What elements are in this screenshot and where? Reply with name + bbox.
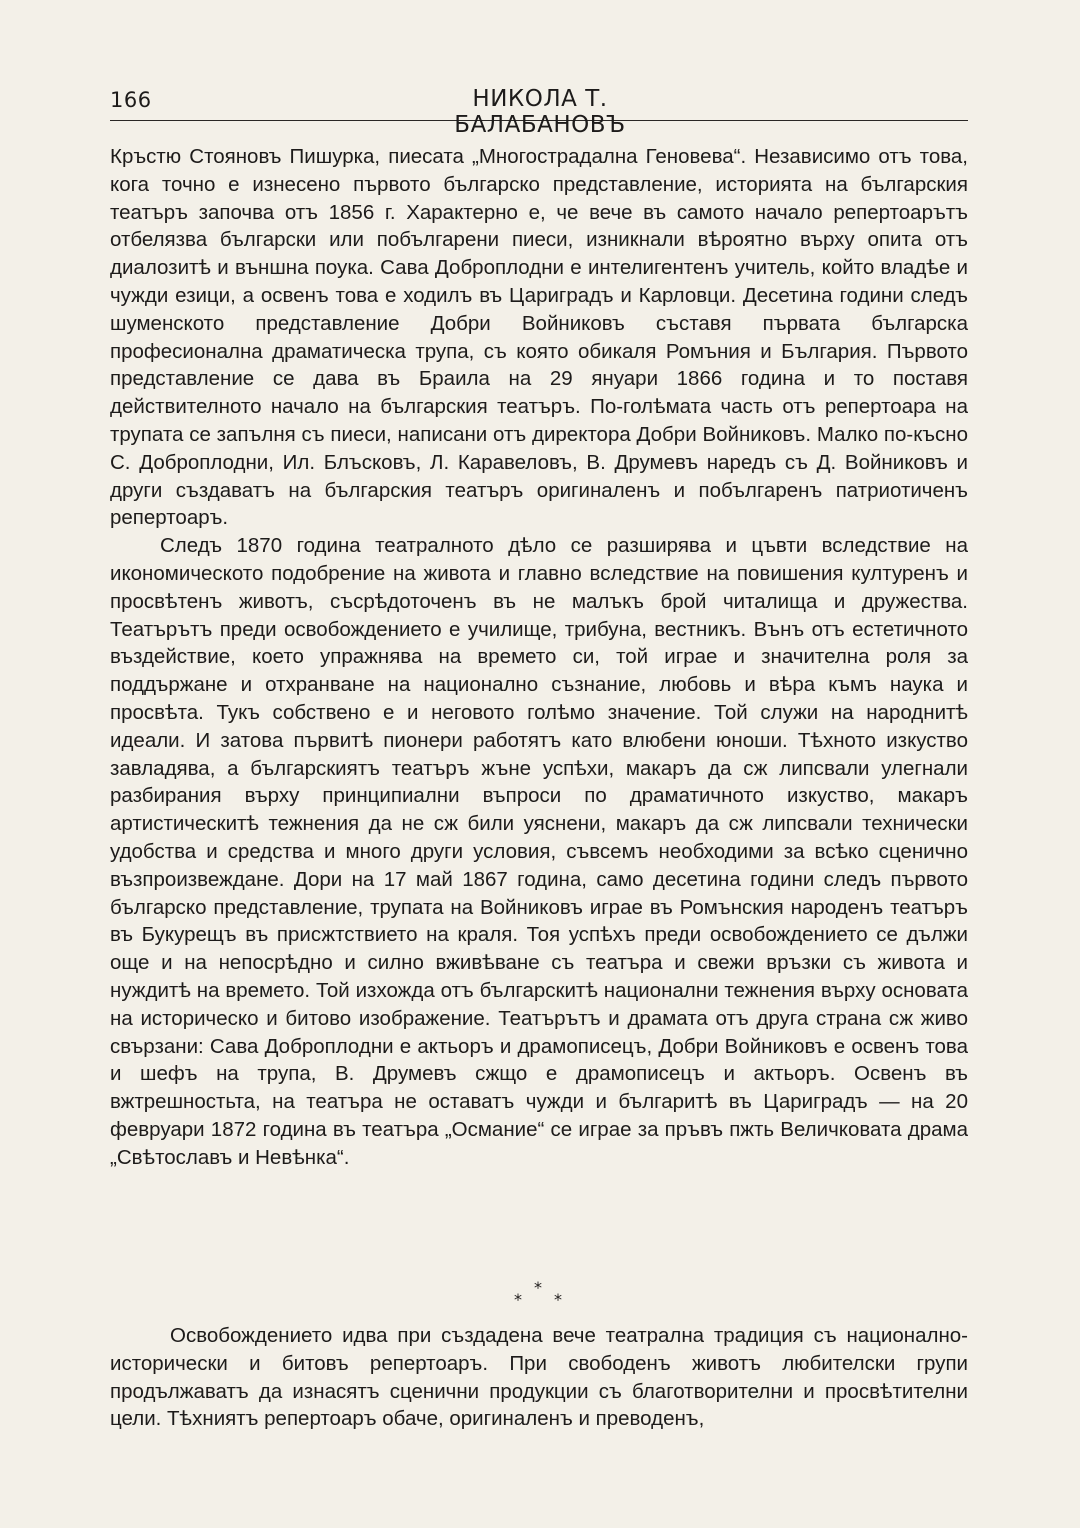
page-number: 166 bbox=[110, 88, 152, 112]
running-head-title: НИКОЛА Т. БАЛАБАНОВЪ bbox=[454, 86, 626, 138]
section-text-block bbox=[110, 1322, 968, 1433]
paragraph-1: Кръстю Стояновъ Пишурка, пиесата „Многострадална Геновева“. Независимо отъ това, кога точно е изнесено първото българско представление, историята на българския театъръ започва отъ 1856 г. Характерно е, че вече въ самото начало репертоарътъ отбелязва български или побългарени пиеси, изникнали вѣроятно върху опита отъ диалозитѣ и външна поука. Сава Доброплодни е интелигентенъ учитель, който владѣе и чужди езици, а освенъ това е ходилъ въ Цариградъ и Карловци. Десетина години следъ шуменското представление Добри Войниковъ съставя първата българска професионална драматическа трупа, съ която обикаля Ромъния и България. Първото представление се дава въ Браила на 29 януари 1866 година и то поставя действителното начало на българския театъръ. По-голѣмата часть отъ репертоара на трупата се запълня съ пиеси, написани отъ директора Добри Войниковъ. Малко по-късно С. Доброплодни, Ил. Блъсковъ, Л. Каравеловъ, В. Друмевъ наредъ съ Д. Войниковъ и други създаватъ на българския театъръ оригиналенъ и побългаренъ патриотиченъ репертоаръ. bbox=[110, 145, 968, 530]
section-separator-asterism bbox=[500, 1278, 580, 1310]
page-header bbox=[110, 86, 968, 138]
asterisk-top: * bbox=[534, 1278, 542, 1297]
main-text-block bbox=[110, 143, 968, 1171]
paragraph-3: Освобождението идва при създадена вече театрална традиция съ национално-исторически и битовъ репертоаръ. При свободенъ животъ любителски групи продължаватъ да изнасятъ сценични продукции съ благотворителни и просвѣтителни цели. Тѣхниятъ репертоаръ обаче, оригиналенъ и преводенъ, bbox=[110, 1324, 968, 1431]
asterisk-right: * bbox=[554, 1290, 562, 1309]
asterisk-left: * bbox=[514, 1290, 522, 1309]
paragraph-2: Следъ 1870 година театралното дѣло се разширява и цъвти вследствие на икономическото подобрение на живота и главно вследствие на повишения културенъ и просвѣтенъ животъ, съсрѣдоточенъ въ не малъкъ брой читалища и дружества. Театърътъ преди освобождението е училище, трибуна, вестникъ. Вънъ отъ естетичното въздействие, което упражнява на времето си, той играе и значителна роля за поддържане и отхранване на национално съзнание, любовь и вѣра къмъ наука и просвѣта. Тукъ собствено е и неговото голѣмо значение. Той служи на народнитѣ идеали. И затова първитѣ пионери работятъ като влюбени юноши. Тѣхното изкуство завладява, а българскиятъ театъръ жъне успѣхи, макаръ да сж липсвали улегнали разбирания върху принципиални въпроси по драматичното изкуство, макаръ артистическитѣ тежнения да не сж били уяснени, макаръ да сж липсвали технически удобства и средства и много други условия, съвсемъ необходими за всѣко сценично възпроизвеждане. Дори на 17 май 1867 година, само десетина години следъ първото българско представление, трупата на Войниковъ играе въ Ромънския народенъ театъръ въ Букурещъ въ присжтствието на краля. Тоя успѣхъ преди освобождението се дължи още и на непосрѣдно и силно вживѣване съ театъра и свежи връзки съ живота и нуждитѣ на времето. Той изхожда отъ българскитѣ национални тежнения върху основата на историческо и битово изображение. Театърътъ и драмата отъ друга страна сж живо свързани: Сава Доброплодни е актьоръ и драмописецъ, Добри Войниковъ е освенъ това и шефъ на трупа, В. Друмевъ сжщо е драмописецъ и актьоръ. Освенъ въ вжтрешностьта, на театъра не оставатъ чужди и българитѣ въ Цариградъ — на 20 февруари 1872 година въ театъра „Османие“ се играе за пръвъ пжть Величковата драма „Свѣтославъ и Невѣнка“. bbox=[110, 534, 968, 1169]
